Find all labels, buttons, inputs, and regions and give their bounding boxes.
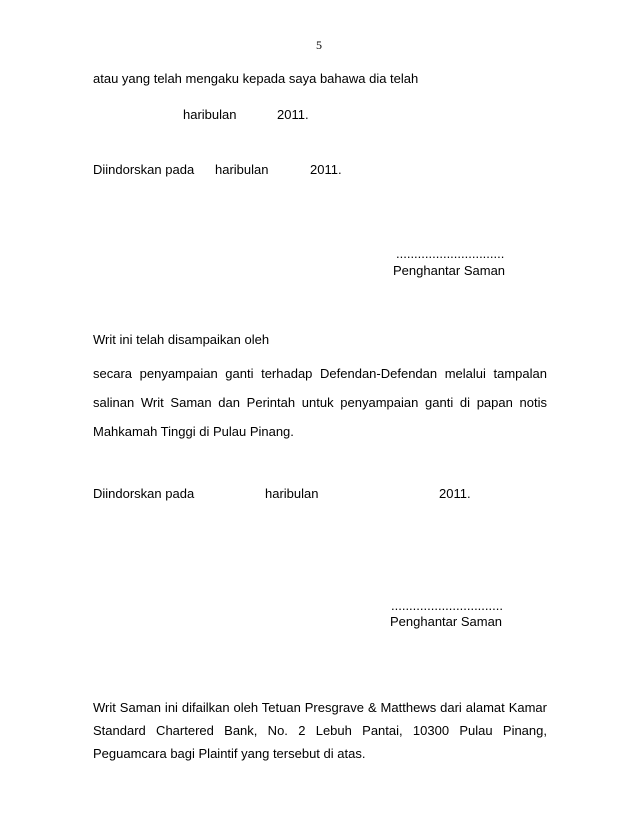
date-line-1-haribulan: haribulan bbox=[183, 107, 237, 122]
date-line-1-year: 2011. bbox=[277, 107, 309, 122]
endorsement-1-label: Diindorskan pada bbox=[93, 162, 195, 177]
endorsement-2-year: 2011. bbox=[439, 486, 471, 501]
service-line-1: Writ ini telah disampaikan oleh bbox=[93, 332, 270, 347]
filing-line-3: Peguamcara bagi Plaintif yang tersebut di atas. bbox=[93, 746, 366, 761]
signature-1-dots: .............................. bbox=[396, 246, 505, 261]
endorsement-1-year: 2011. bbox=[310, 162, 342, 177]
page-number: 5 bbox=[316, 38, 322, 52]
signature-2-title: Penghantar Saman bbox=[390, 614, 503, 629]
service-line-3: salinan Writ Saman dan Perintah untuk penyampaian ganti di papan notis bbox=[93, 395, 547, 410]
filing-line-2: Standard Chartered Bank, No. 2 Lebuh Pantai, 10300 Pulau Pinang, bbox=[93, 723, 547, 738]
endorsement-2-haribulan: haribulan bbox=[265, 486, 319, 501]
signature-2-dots: ............................... bbox=[391, 598, 503, 613]
service-line-4: Mahkamah Tinggi di Pulau Pinang. bbox=[93, 424, 294, 439]
filing-line-1: Writ Saman ini difailkan oleh Tetuan Presgrave & Matthews dari alamat Kamar bbox=[93, 700, 547, 715]
top-line: atau yang telah mengaku kepada saya bahawa dia telah bbox=[93, 71, 419, 86]
endorsement-2-label: Diindorskan pada bbox=[93, 486, 195, 501]
endorsement-1-haribulan: haribulan bbox=[215, 162, 269, 177]
signature-1-title: Penghantar Saman bbox=[393, 263, 506, 278]
service-line-2: secara penyampaian ganti terhadap Defendan-Defendan melalui tampalan bbox=[93, 366, 547, 381]
